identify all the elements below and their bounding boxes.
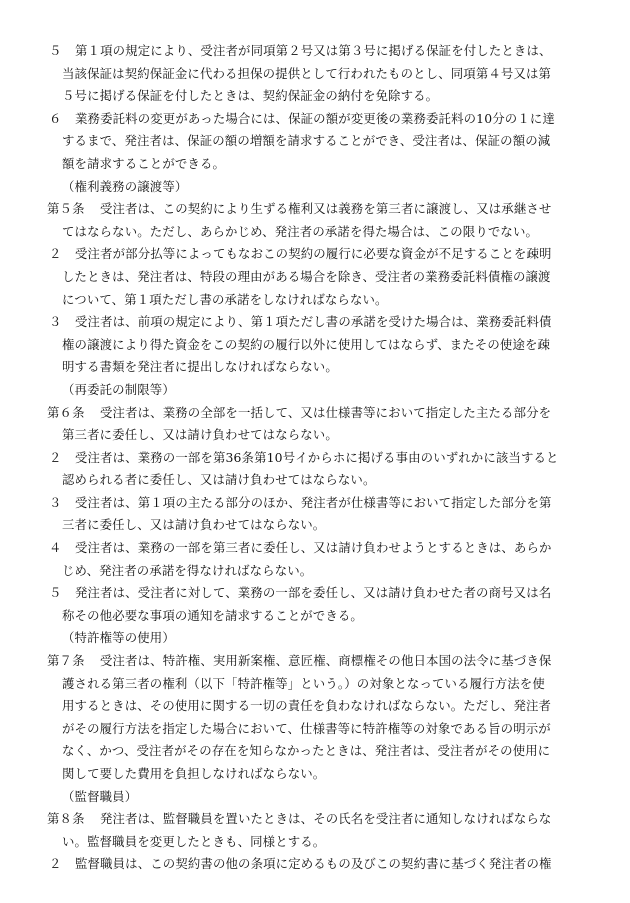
- paragraph: [0, 537, 630, 582]
- article-number: 第８条: [47, 811, 85, 827]
- article-number: 第６条: [47, 404, 85, 420]
- text-line-content: じめ、発注者の承諾を得なければならない。: [62, 562, 313, 578]
- text-line-content: 第三者に委任し、又は請け負わせてはならない。: [62, 427, 338, 443]
- text-line: [0, 853, 630, 876]
- text-line: [0, 63, 630, 86]
- section-heading-text: （監督職員）: [62, 788, 138, 804]
- text-line: [0, 740, 630, 763]
- section-heading-text: （特許権等の使用）: [62, 630, 175, 646]
- text-line-content: 関して要した費用を負担しなければならない。: [62, 766, 326, 781]
- text-line-content: 第１項の規定により、受注者が同項第２号又は第３号に掲げる保証を付したときは、: [75, 43, 552, 58]
- article-number: 第５条: [47, 201, 85, 217]
- text-line: [0, 537, 630, 560]
- paragraph: [0, 311, 630, 379]
- text-line-content: 受注者は、第１項の主たる部分のほか、発注者が仕様書等において指定した部分を第: [75, 494, 552, 510]
- text-line: [0, 108, 630, 131]
- text-line-content: なく、かつ、受注者がその存在を知らなかったときは、発注者は、受注者がその使用に: [62, 743, 551, 759]
- text-line-content: するまで、発注者は、保証の額の増額を請求することができ、受注者は、保証の額の減: [62, 133, 551, 149]
- text-line-content: 受注者は、業務の全部を一括して、又は仕様書等において指定した主たる部分を: [100, 404, 552, 420]
- text-line-content: 当該保証は契約保証金に代わる担保の提供として行われたものとし、同項第４号又は第: [62, 65, 552, 81]
- text-line-content: 額を請求することができる。: [62, 155, 226, 171]
- text-line: [0, 560, 630, 583]
- paragraph-number: ３: [49, 314, 62, 330]
- section-heading: [0, 786, 630, 809]
- section-heading-text: （再委託の制限等）: [62, 381, 175, 397]
- text-line: [0, 605, 630, 628]
- text-line-content: 権の譲渡により得た資金をこの契約の履行以外に使用してはならず、またその使途を疎: [62, 336, 551, 352]
- text-line-content: 受注者は、この契約により生ずる権利又は義務を第三者に譲渡し、又は承継させ: [100, 201, 552, 217]
- text-line: [0, 130, 630, 153]
- text-line-content: したときは、発注者は、特段の理由がある場合を除き、受注者の業務委託料債権の譲渡: [62, 268, 551, 284]
- text-line-content: てはならない。ただし、あらかじめ、発注者の承諾を得た場合は、この限りでない。: [62, 223, 539, 239]
- text-line-content: 三者に委任し、又は請け負わせてはならない。: [62, 517, 326, 533]
- text-line-content: 監督職員は、この契約書の他の条項に定めるもの及びこの契約書に基づく発注者の権: [75, 856, 552, 872]
- paragraph: [0, 40, 630, 108]
- text-line: [0, 289, 630, 312]
- text-line: [0, 266, 630, 289]
- text-line-content: い。監督職員を変更したときも、同様とする。: [62, 833, 326, 849]
- article: [0, 198, 630, 243]
- text-line-content: について、第１項ただし書の承諾をしなければならない。: [62, 291, 388, 307]
- text-line: [0, 447, 630, 470]
- text-line: [0, 582, 630, 605]
- article-number: 第７条: [47, 653, 85, 669]
- paragraph-number: ４: [49, 540, 62, 556]
- text-line-content: 認められる者に委任し、又は請け負わせてはならない。: [62, 472, 376, 488]
- paragraph: [0, 853, 630, 876]
- section-heading: [0, 627, 630, 650]
- section-heading: [0, 176, 630, 199]
- text-line-content: ５号に掲げる保証を付したときは、契約保証金の納付を免除する。: [62, 88, 439, 104]
- text-line: [0, 673, 630, 696]
- text-line: [0, 695, 630, 718]
- text-line-content: 称その他必要な事項の通知を請求することができる。: [62, 607, 363, 623]
- text-line: [0, 831, 630, 854]
- text-line: [0, 311, 630, 334]
- text-line: [0, 334, 630, 357]
- text-line: [0, 198, 630, 221]
- text-line: [0, 402, 630, 425]
- text-line: [0, 650, 630, 673]
- paragraph-number: ５: [49, 585, 62, 601]
- text-line-content: 受注者は、業務の一部を第36条第10号イからホに掲げる事由のいずれかに該当すると: [75, 449, 559, 465]
- text-line: [0, 718, 630, 741]
- text-line-content: 受注者が部分払等によってもなおこの契約の履行に必要な資金が不足することを疎明: [75, 246, 552, 262]
- text-line: [0, 153, 630, 176]
- paragraph: [0, 492, 630, 537]
- paragraph: [0, 447, 630, 492]
- paragraph: [0, 108, 630, 176]
- text-line: [0, 514, 630, 537]
- paragraph-number: ５: [49, 43, 62, 58]
- text-line: [0, 243, 630, 266]
- paragraph-number: ３: [49, 494, 62, 510]
- paragraph-number: ２: [49, 246, 62, 262]
- text-line: [0, 492, 630, 515]
- text-line: [0, 40, 630, 63]
- text-line-content: 明する書類を発注者に提出しなければならない。: [62, 359, 338, 375]
- text-line: [0, 356, 630, 379]
- paragraph: [0, 582, 630, 627]
- article: [0, 402, 630, 447]
- text-line-content: 受注者は、前項の規定により、第１項ただし書の承諾を受けた場合は、業務委託料債: [75, 314, 552, 330]
- section-heading: [0, 379, 630, 402]
- text-line-content: がその履行方法を指定した場合において、仕様書等に特許権等の対象である旨の明示が: [62, 720, 551, 736]
- text-line-content: 発注者は、受注者に対して、業務の一部を委任し、又は請け負わせた者の商号又は名: [75, 585, 552, 601]
- text-line-content: 受注者は、特許権、実用新案権、意匠権、商標権その他日本国の法令に基づき保: [100, 653, 552, 669]
- text-line-content: 護される第三者の権利（以下「特許権等」という。）の対象となっている履行方法を使: [62, 675, 545, 691]
- text-line-content: 発注者は、監督職員を置いたときは、その氏名を受注者に通知しなければならな: [100, 811, 552, 827]
- text-line-content: 受注者は、業務の一部を第三者に委任し、又は請け負わせようとするときは、あらか: [75, 540, 552, 556]
- article: [0, 650, 630, 786]
- paragraph-number: ２: [49, 856, 62, 872]
- text-line: [0, 221, 630, 244]
- text-line: [0, 469, 630, 492]
- text-line-content: 業務委託料の変更があった場合には、保証の額が変更後の業務委託料の10分の１に達: [75, 110, 555, 126]
- section-heading-text: （権利義務の譲渡等）: [62, 178, 188, 194]
- paragraph: [0, 243, 630, 311]
- text-line: [0, 763, 630, 786]
- document-page: [0, 40, 630, 876]
- paragraph-number: ６: [49, 110, 62, 126]
- article: [0, 808, 630, 853]
- text-line: [0, 424, 630, 447]
- paragraph-number: ２: [49, 449, 62, 465]
- text-line-content: 用するときは、その使用に関する一切の責任を負わなければならない。ただし、発注者: [62, 698, 552, 714]
- text-line: [0, 85, 630, 108]
- text-line: [0, 808, 630, 831]
